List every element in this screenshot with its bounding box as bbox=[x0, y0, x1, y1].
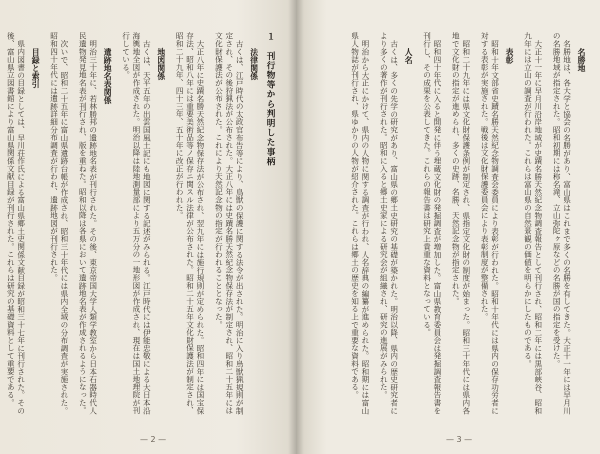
text-column bbox=[48, 32, 69, 417]
paragraph: 昭和十年文部省史蹟名勝天然紀念物調査会委員により表彰が行われた。昭和十年代には県内の保存功労者に対する表彰が実施された。戦後は文化財保護委員会により表彰制度が整備された。 bbox=[480, 32, 500, 414]
subsection-heading: 遺跡地名表関係 bbox=[103, 47, 113, 104]
right-page bbox=[296, 0, 600, 454]
paragraph: 古くは、江戸時代の太政官布告等により、鳥獣の保護に関する法令が出された。明治に入り鳥獣猟規則が制定され、その後狩猟法が公布された。大正八年には史蹟名勝天然紀念物保存法が制定され、昭和二十五年には文化財保護法が公布された。これにより天然記念物の指定が行われることとなった。 bbox=[214, 32, 245, 415]
subsection-heading: 法律関係 bbox=[249, 47, 259, 80]
paragraph: 大正八年に史蹟名勝天然紀念物保存法が公布され、翌九年には施行規則が定められた。昭和四年には国宝保存法、昭和八年には重要美術品等ノ保存ニ関スル法律が公布された。昭和二十五年文化財保護法が制定され、昭和二十九年、四十三年、五十年に改正が行われた。 bbox=[175, 32, 205, 415]
section-heading: １ 刊行物等から判明した事柄 bbox=[265, 32, 275, 167]
subsection-heading: 表彰 bbox=[504, 47, 514, 64]
subsection-heading: 名勝地 bbox=[577, 47, 586, 72]
text-column bbox=[378, 32, 413, 417]
text-column bbox=[349, 32, 370, 417]
text-column bbox=[421, 32, 442, 417]
subsection-heading: 地図関係 bbox=[156, 47, 166, 80]
paragraph: 明治から大正にかけて、県内の人物に関する調査が行われ、人名辞典の編纂が進められた。昭和期には富山県人物誌が刊行され、県ゆかりの人物が紹介された。これらは郷土の歴史を知る上で重要な資料である。 bbox=[350, 32, 370, 414]
subsection-heading: 人名 bbox=[404, 47, 414, 64]
text-column bbox=[5, 32, 40, 417]
text-column bbox=[450, 32, 471, 417]
left-text-columns bbox=[6, 32, 275, 417]
page-number: — 3 — bbox=[446, 435, 473, 444]
text-column bbox=[77, 32, 112, 417]
text-column bbox=[522, 32, 543, 417]
left-page bbox=[0, 0, 296, 454]
paragraph: 次いで、昭和二十五年に富山県遺跡台帳が作成され、昭和三十年代には県内全域の分布調査が実施された。昭和四十年代には遺跡詳細分布調査が行われ、遺跡地図が刊行された。 bbox=[49, 32, 69, 414]
subsection-heading: 目録と索引 bbox=[31, 47, 41, 88]
text-column bbox=[551, 32, 586, 417]
right-text-columns bbox=[321, 32, 586, 417]
text-column bbox=[120, 32, 166, 417]
paragraph: 県内図書の目録としては、早川荘作氏による富山県郷土史関係文献目録が昭和三十七年に刊行された。その後、富山県立図書館により富山県関係文献目録が刊行された。これらは研究の基礎資料として重要である。 bbox=[6, 32, 26, 414]
paragraph: 明治三十年に、若林勝邦の遺跡地名表が刊行された。その後、東京帝国大学人類学教室から日本石器時代人民遺物発見地名表が刊行され、版を重ねた。昭和以降は各県において遺跡地名表が作成されるようになった。 bbox=[78, 32, 98, 415]
paragraph: 古くは、多くの先学の研究があり、富山県の郷土史研究の基礎が築かれた。明治以降、県内の歴史研究者により多くの著作が刊行された。昭和に入ると郷土史家による研究会が組織され、研究の進展がみられた。 bbox=[379, 32, 399, 414]
text-column bbox=[174, 32, 205, 417]
paragraph: 古くは、天平五年の出雲国風土記にも地図に関する記述がみられる。江戸時代には伊能忠敬による大日本沿海輿地全図が作成された。明治以降は陸地測量部により五万分の一地形図が作成され、現在は国土地理院が刊行している。 bbox=[121, 32, 152, 415]
paragraph: 昭和四十年代に入ると開発に伴う埋蔵文化財の発掘調査が増加した。富山県教育委員会は発掘調査報告書を刊行し、その成果を公表してきた。これらの報告書は研究上貴重な資料となっている。 bbox=[422, 32, 442, 414]
page-number: — 2 — bbox=[140, 435, 167, 444]
paragraph: 大正十一年に早月川沿岸地域が史蹟名勝天然紀念物調査報告として刊行され、昭和二年には黒部峡谷、昭和九年には立山の調査が行われた。これらは富山県の自然景観の価値を明らかにしたものである。 bbox=[523, 32, 543, 414]
text-column bbox=[213, 32, 275, 417]
paragraph: 昭和二十九年には県文化財保護条例が制定され、県指定文化財の制度が始まった。昭和三十年代には県内各地で文化財の指定が進められ、多くの史跡、名勝、天然記念物が指定された。 bbox=[451, 32, 471, 414]
text-column bbox=[479, 32, 514, 417]
paragraph: 名勝地は、各大学と協会の名勝があり、富山県はこれまで多くの名勝を有してきた。大正十一年には早月川の名勝地域が指定された。昭和初期には称名滝、立山弥陀ヶ原などの名勝が国の指定を受けた。 bbox=[552, 32, 572, 414]
